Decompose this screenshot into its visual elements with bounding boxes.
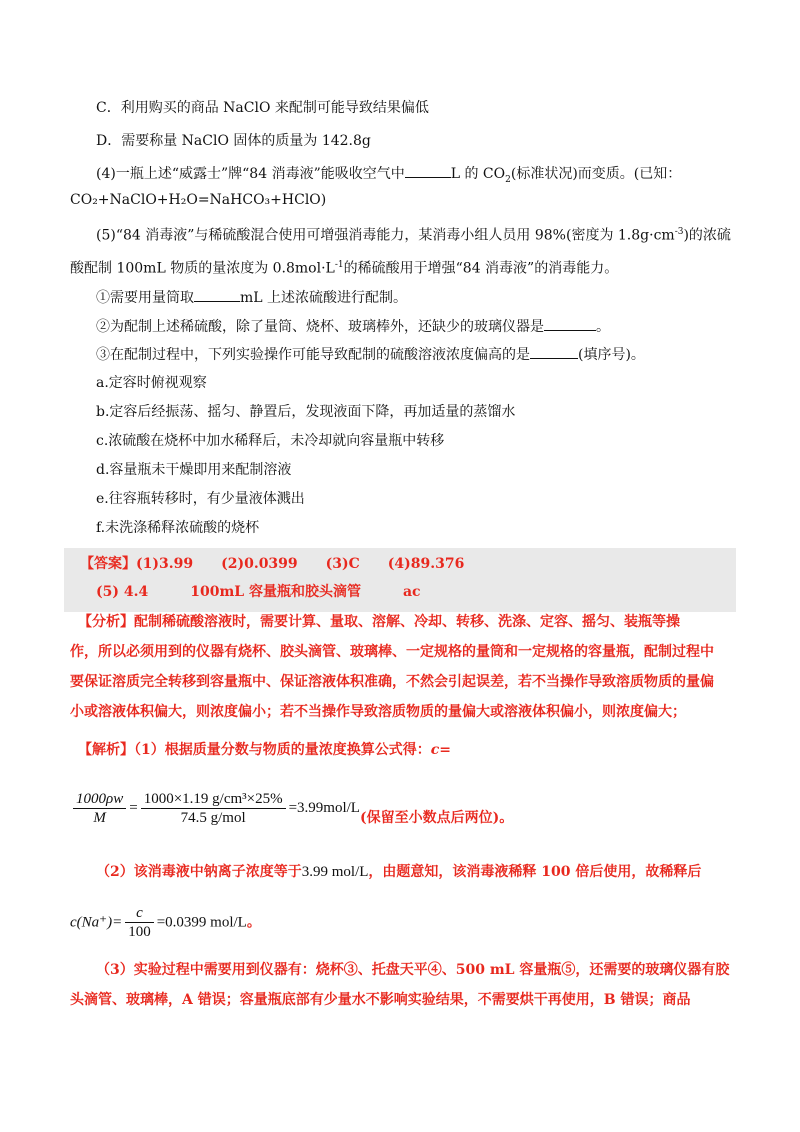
choice-f: f.未洗涤稀释浓硫酸的烧杯	[96, 520, 260, 536]
sodium-ion-formula: c(Na⁺)= $\frac{c}{100}$ =0.0399 mol/L。	[70, 905, 261, 940]
explanation-part-3-line-2: 头滴管、玻璃棒，A 错误；容量瓶底部有少量水不影响实验结果，不需要烘干再使用，B 错误；商品	[70, 992, 691, 1008]
answer-blank	[194, 287, 240, 302]
answer-blank	[405, 163, 451, 178]
choice-c: c.浓硫酸在烧杯中加水稀释后，未冷却就向容量瓶中转移	[96, 433, 445, 449]
fraction-symbolic: $\frac{1000\rho w}{M}$	[73, 790, 126, 827]
explanation-part-1: 【解析】（1）根据质量分数与物质的量浓度换算公式得：c=	[78, 742, 452, 758]
sub-question-2: ②为配制上述稀硫酸，除了量筒、烧杯、玻璃棒外，还缺少的玻璃仪器是 。	[96, 316, 610, 337]
choice-a: a.定容时俯视观察	[96, 375, 207, 391]
fraction-numeric: $\frac{\text{1000×1.19 g/cm³×25\%}}{\text{74.5 g/mol}}$	[141, 790, 286, 827]
fraction-dilution: $\frac{c}{100}$	[125, 904, 154, 941]
explanation-part-3-line-1: （3）实验过程中需要用到仪器有：烧杯③、托盘天平④、500 mL 容量瓶⑤，还需要的玻璃仪器有胶	[96, 962, 730, 978]
answer-blank	[530, 344, 578, 359]
explanation-part-2: （2）该消毒液中钠离子浓度等于3.99 mol/L，由题意知，该消毒液稀释 100 倍后使用，故稀释后	[96, 864, 702, 880]
choice-b: b.定容后经振荡、摇匀、静置后，发现液面下降，再加适量的蒸馏水	[96, 404, 516, 420]
option-d-text: D．需要称量 NaClO 固体的质量为 142.8g	[96, 133, 371, 149]
concentration-formula: $\frac{1000\rho w}{M}$ = $\frac{\text{1000×1.19 g/cm³×25\%}}{\text{74.5 g/mol}}$ =3.99mol/L(保留至小数点后两位)。	[70, 790, 513, 827]
analysis-line-3: 要保证溶质完全转移到容量瓶中、保证溶液体积准确，不然会引起误差，若不当操作导致溶质物质的量偏	[70, 674, 714, 690]
answer-line-1: 【答案】(1)3.99 (2)0.0399 (3)C (4)89.376	[80, 556, 465, 572]
sub-question-1: ①需要用量筒取 mL 上述浓硫酸进行配制。	[96, 287, 407, 308]
sub-question-3: ③在配制过程中，下列实验操作可能导致配制的硫酸溶液浓度偏高的是 (填序号)。	[96, 344, 645, 365]
analysis-line-4: 小或溶液体积偏大，则浓度偏小；若不当操作导致溶质物质的量偏大或溶液体积偏小，则浓度偏大；	[70, 704, 686, 720]
question-5-line-2: 酸配制 100mL 物质的量浓度为 $0.8mol\cdot L^{-1}$的稀硫酸用于增强“84 消毒液”的消毒能力。	[70, 260, 619, 277]
option-c-text: C．利用购买的商品 NaClO 来配制可能导致结果偏低	[96, 100, 429, 116]
analysis-line-1: 【分析】配制稀硫酸溶液时，需要计算、量取、溶解、冷却、转移、洗涤、定容、摇匀、装瓶等操	[78, 614, 680, 630]
analysis-line-2: 作，所以必须用到的仪器有烧杯、胶头滴管、玻璃棒、一定规格的量筒和一定规格的容量瓶，配制过程中	[70, 644, 714, 660]
answer-blank	[544, 316, 596, 331]
answer-line-2: (5) 4.4 100mL 容量瓶和胶头滴管 ac	[96, 584, 421, 600]
question-4-equation: CO₂+NaClO+H₂O=NaHCO₃+HClO)	[70, 192, 327, 208]
choice-e: e.往容瓶转移时，有少量液体溅出	[96, 491, 305, 507]
choice-d: d.容量瓶未干燥即用来配制溶液	[96, 462, 292, 478]
question-5-line-1: (5)“84 消毒液”与稀硫酸混合使用可增强消毒能力，某消毒小组人员用 98%(密度为 $1.8g\cdot cm^{-3}$)的浓硫	[96, 227, 731, 244]
question-4-line: (4)一瓶上述“威露士”牌“84 消毒液”能吸收空气中 L 的 $CO_2$(标准状况)而变质。(已知：	[96, 163, 681, 190]
